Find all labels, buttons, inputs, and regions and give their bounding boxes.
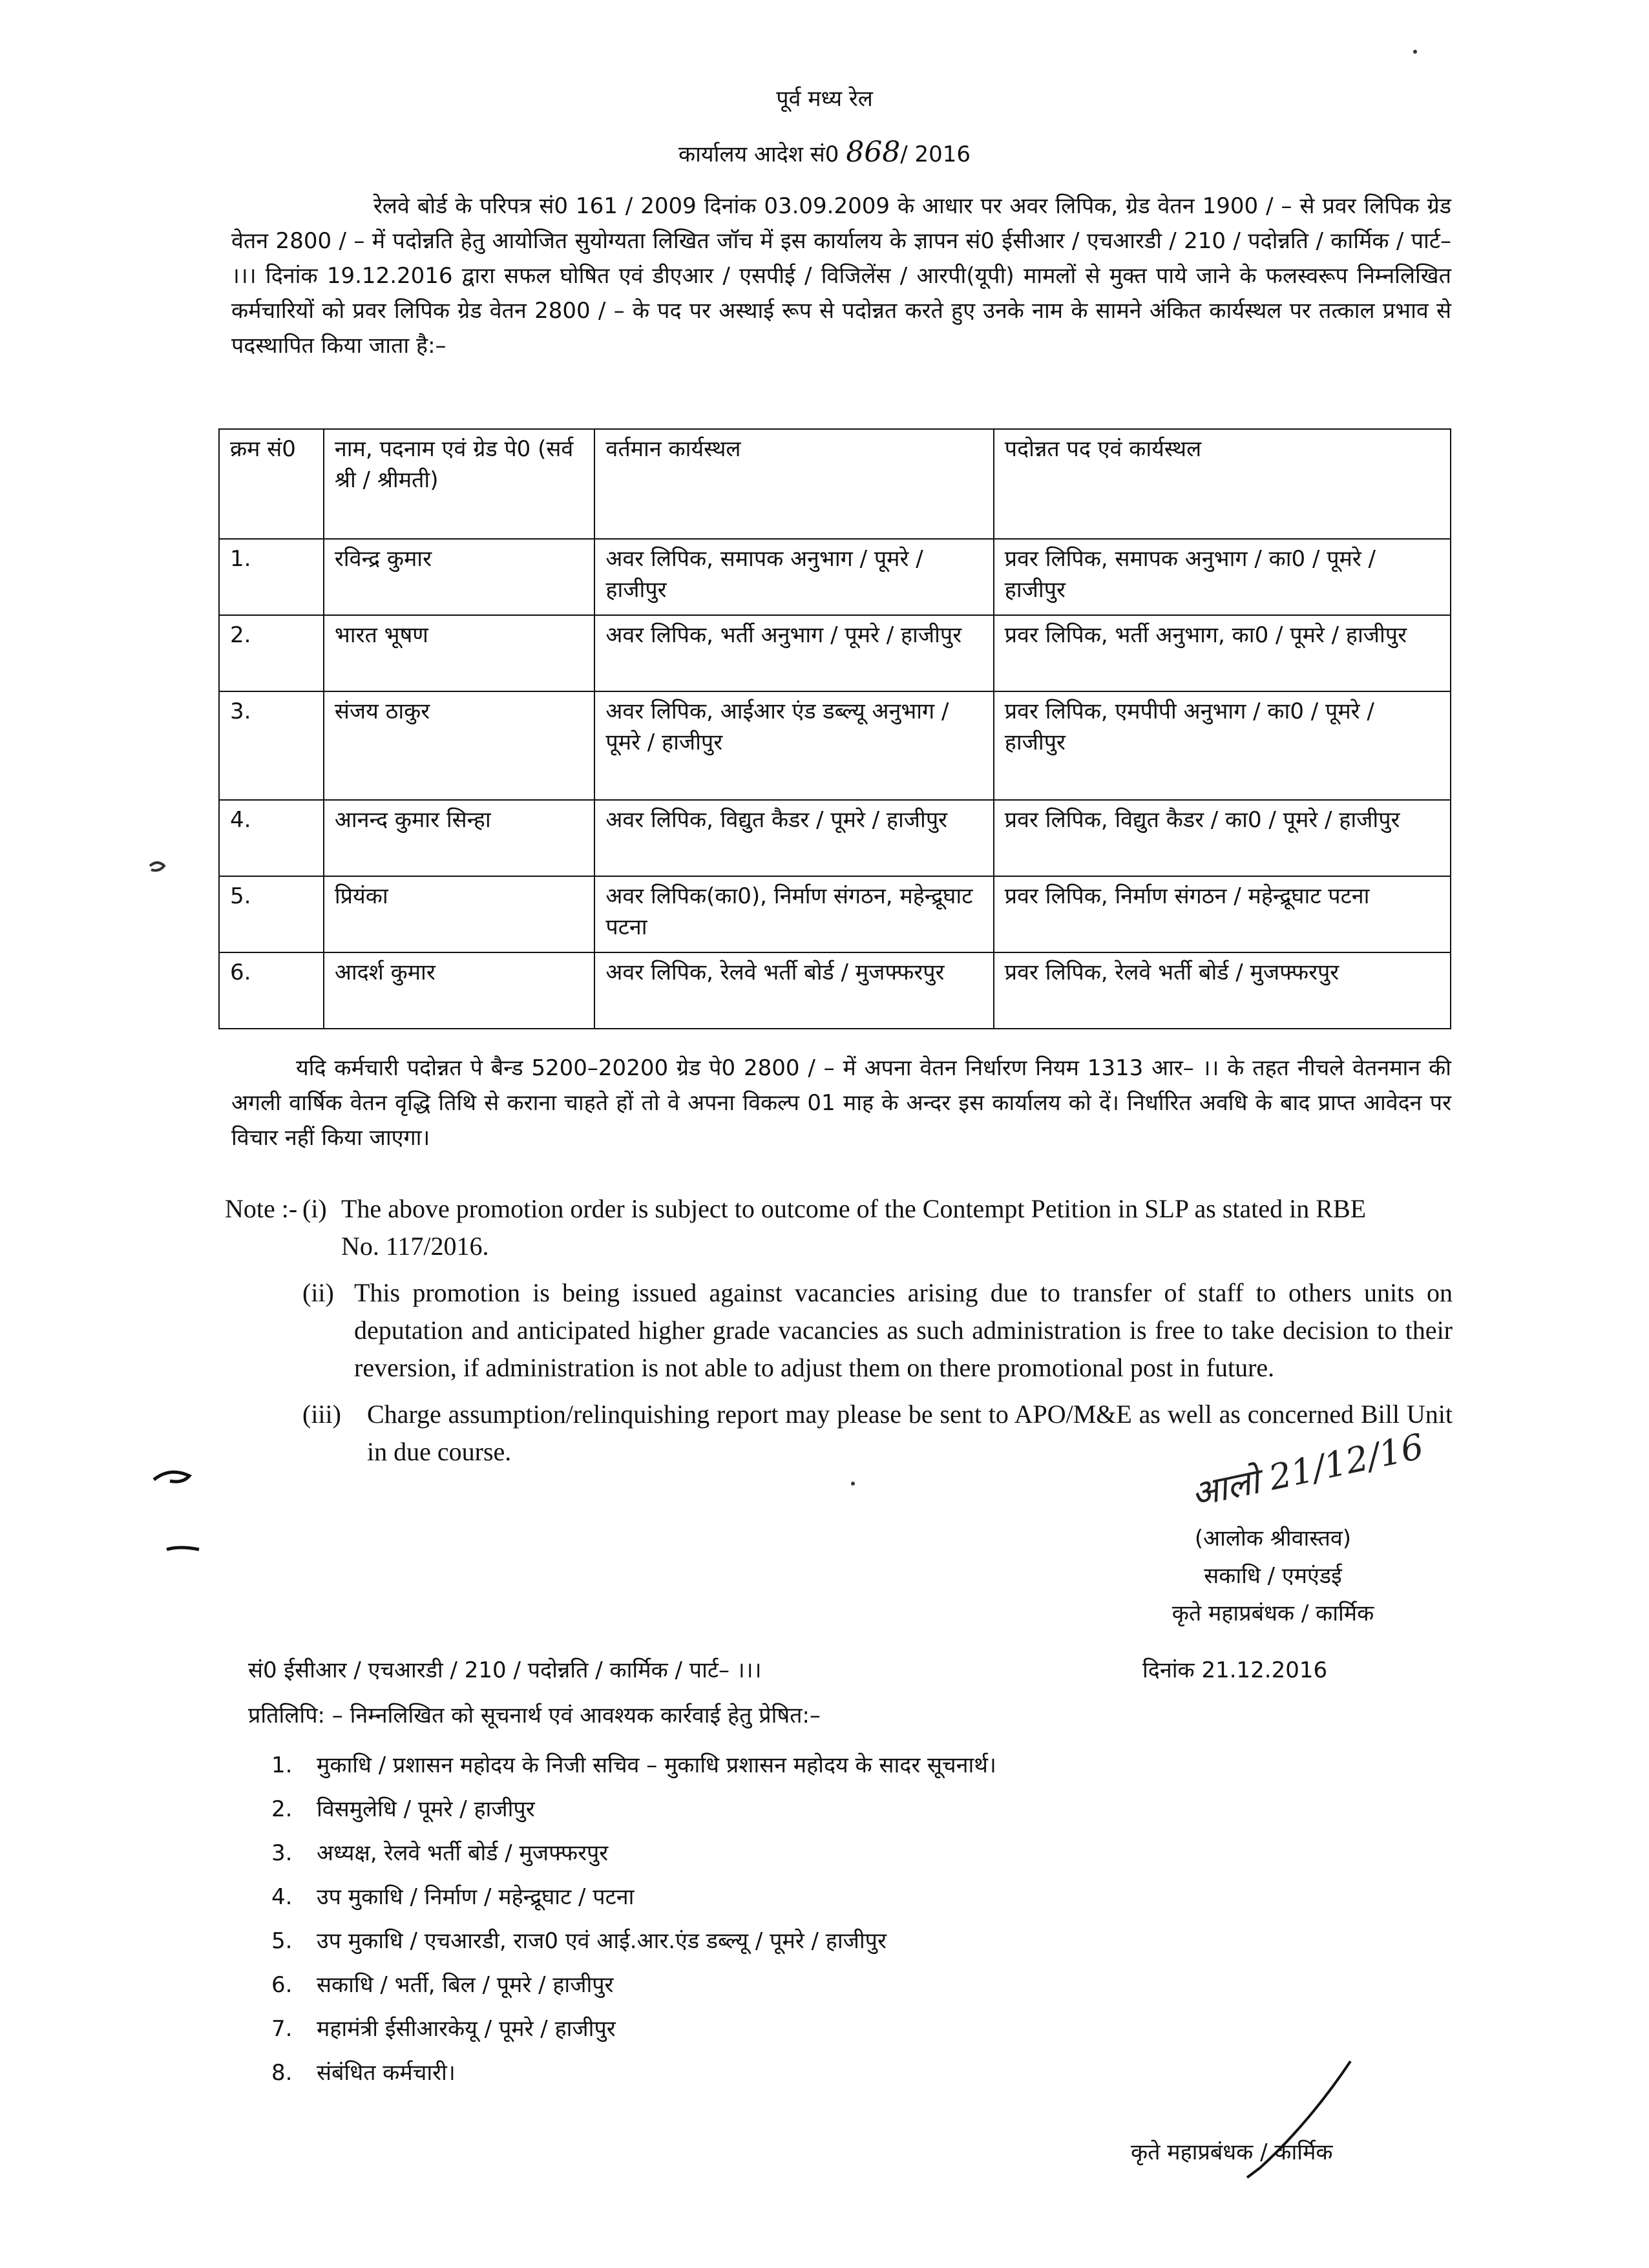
order-number-handwritten: 868: [846, 136, 901, 169]
cell-promoted: प्रवर लिपिक, विद्युत कैडर / का0 / पूमरे / हाजीपुर: [994, 800, 1451, 876]
list-item: 6. सकाधि / भर्ती, बिल / पूमरे / हाजीपुर: [271, 1972, 614, 1998]
cell-current: अवर लिपिक, रेलवे भर्ती बोर्ड / मुजफ्फरपुर: [594, 952, 993, 1029]
cell-name: आनन्द कुमार सिन्हा: [324, 800, 595, 876]
signatory-for: कृते महाप्रबंधक / कार्मिक: [1171, 1601, 1374, 1626]
cell-sno: 6.: [219, 952, 324, 1029]
order-prefix: कार्यालय आदेश सं0: [678, 142, 839, 167]
cell-name: रविन्द्र कुमार: [324, 539, 595, 615]
note-prefix: Note :-: [225, 1194, 298, 1223]
cell-sno: 5.: [219, 876, 324, 952]
cell-current: अवर लिपिक, भर्ती अनुभाग / पूमरे / हाजीपुर: [594, 615, 993, 691]
cell-sno: 4.: [219, 800, 324, 876]
signatory-name: (आलोक श्रीवास्तव): [1194, 1526, 1352, 1551]
cell-sno: 3.: [219, 691, 324, 800]
order-suffix: / 2016: [900, 142, 971, 167]
cell-promoted: प्रवर लिपिक, एमपीपी अनुभाग / का0 / पूमरे / हाजीपुर: [994, 691, 1451, 800]
cell-name: आदर्श कुमार: [324, 952, 595, 1029]
bottom-signatory-for: कृते महाप्रबंधक / कार्मिक: [1131, 2139, 1333, 2165]
note-number: (iii): [302, 1400, 341, 1429]
cell-current: अवर लिपिक, विद्युत कैडर / पूमरे / हाजीपुर: [594, 800, 993, 876]
list-item: 8. संबंधित कर्मचारी।: [271, 2060, 456, 2086]
option-paragraph: यदि कर्मचारी पदोन्नत पे बैन्ड 5200–20200 ग्रेड पे0 2800 / – में अपना वेतन निर्धारण नियम 1313 आर– ।। के तहत नीचले वेतनमान की अगली वार्षिक वेतन वृद्धि तिथि से कराना चाहते हों तो वे अपना विकल्प 01 माह के अन्दर इस कार्यालय को दें। निर्धारित अवधि के बाद प्राप्त आवेदन पर विचार नहीं किया जाएगा।: [231, 1055, 1451, 1151]
cell-promoted: प्रवर लिपिक, समापक अनुभाग / का0 / पूमरे / हाजीपुर: [994, 539, 1451, 615]
col-header-sno: क्रम सं0: [219, 429, 324, 539]
cell-promoted: प्रवर लिपिक, निर्माण संगठन / महेन्द्रूघाट पटना: [994, 876, 1451, 952]
cell-sno: 2.: [219, 615, 324, 691]
note-number: (i): [302, 1194, 327, 1223]
cell-name: प्रियंका: [324, 876, 595, 952]
note-text: The above promotion order is subject to outcome of the Contempt Petition in SLP as stated in RBE No. 117/2016.: [341, 1194, 1367, 1261]
signature-scrawl: आलो 21/12/16: [1187, 1425, 1427, 1515]
col-header-current: वर्तमान कार्यस्थल: [594, 429, 993, 539]
cell-promoted: प्रवर लिपिक, रेलवे भर्ती बोर्ड / मुजफ्फरपुर: [994, 952, 1451, 1029]
note-text: Charge assumption/relinquishing report may please be sent to APO/M&E as well as concerned Bill Unit in due course.: [367, 1400, 1453, 1466]
organization-title: पूर्व मध्य रेल: [776, 86, 873, 112]
cell-name: संजय ठाकुर: [324, 691, 595, 800]
list-item: 1. मुकाधि / प्रशासन महोदय के निजी सचिव – मुकाधि प्रशासन महोदय के सादर सूचनार्थ।: [271, 1752, 996, 1778]
list-item: 5. उप मुकाधि / एचआरडी, राज0 एवं आई.आर.एंड डब्ल्यू / पूमरे / हाजीपुर: [271, 1928, 887, 1954]
list-item: 4. उप मुकाधि / निर्माण / महेन्द्रूघाट / पटना: [271, 1884, 635, 1910]
cell-name: भारत भूषण: [324, 615, 595, 691]
list-item: 3. अध्यक्ष, रेलवे भर्ती बोर्ड / मुजफ्फरपुर: [271, 1840, 609, 1866]
note-text: This promotion is being issued against vacancies arising due to transfer of staff to others units on deputation and anticipated higher grade vacancies as such administration is free to take decision to their reversion, if administration is not able to adjust them on there promotional post in future.: [354, 1278, 1453, 1382]
signatory-designation: सकाधि / एमएंडई: [1204, 1563, 1342, 1589]
cell-current: अवर लिपिक, समापक अनुभाग / पूमरे / हाजीपुर: [594, 539, 993, 615]
list-item: 7. महामंत्री ईसीआरकेयू / पूमरे / हाजीपुर: [271, 2016, 616, 2042]
cell-current: अवर लिपिक, आईआर एंड डब्ल्यू अनुभाग / पूमरे / हाजीपुर: [594, 691, 993, 800]
cell-sno: 1.: [219, 539, 324, 615]
intro-paragraph: रेलवे बोर्ड के परिपत्र सं0 161 / 2009 दिनांक 03.09.2009 के आधार पर अवर लिपिक, ग्रेड वेतन 1900 / – से प्रवर लिपिक ग्रेड वेतन 2800 / – में पदोन्नति हेतु आयोजित सुयोग्यता लिखित जॉच में इस कार्यालय के ज्ञापन सं0 ईसीआर / एचआरडी / 210 / पदोन्नति / कार्मिक / पार्ट– ।।। दिनांक 19.12.2016 द्वारा सफल घोषित एवं डीएआर / एसपीई / विजिलेंस / आरपी(यूपी) मामलों से मुक्त पाये जाने के फलस्वरूप निम्नलिखित कर्मचारियों को प्रवर लिपिक ग्रेड वेतन 2800 / – के पद पर अस्थाई रूप से पदोन्नत करते हुए उनके नाम के सामने अंकित कार्यस्थल पर तत्काल प्रभाव से पदस्थापित किया जाता है:–: [231, 193, 1451, 359]
note-number: (ii): [302, 1278, 334, 1307]
col-header-name: नाम, पदनाम एवं ग्रेड पे0 (सर्व श्री / श्रीमती): [324, 429, 595, 539]
cell-current: अवर लिपिक(का0), निर्माण संगठन, महेन्द्रूघाट पटना: [594, 876, 993, 952]
reference-date: दिनांक 21.12.2016: [1142, 1657, 1328, 1683]
reference-number: सं0 ईसीआर / एचआरडी / 210 / पदोन्नति / कार्मिक / पार्ट– ।।।: [248, 1657, 762, 1683]
cell-promoted: प्रवर लिपिक, भर्ती अनुभाग, का0 / पूमरे / हाजीपुर: [994, 615, 1451, 691]
list-item: 2. विसमुलेधि / पूमरे / हाजीपुर: [271, 1796, 535, 1822]
copy-to-heading: प्रतिलिपि: – निम्नलिखित को सूचनार्थ एवं आवश्यक कार्रवाई हेतु प्रेषित:–: [248, 1703, 821, 1728]
col-header-promoted: पदोन्नत पद एवं कार्यस्थल: [994, 429, 1451, 539]
